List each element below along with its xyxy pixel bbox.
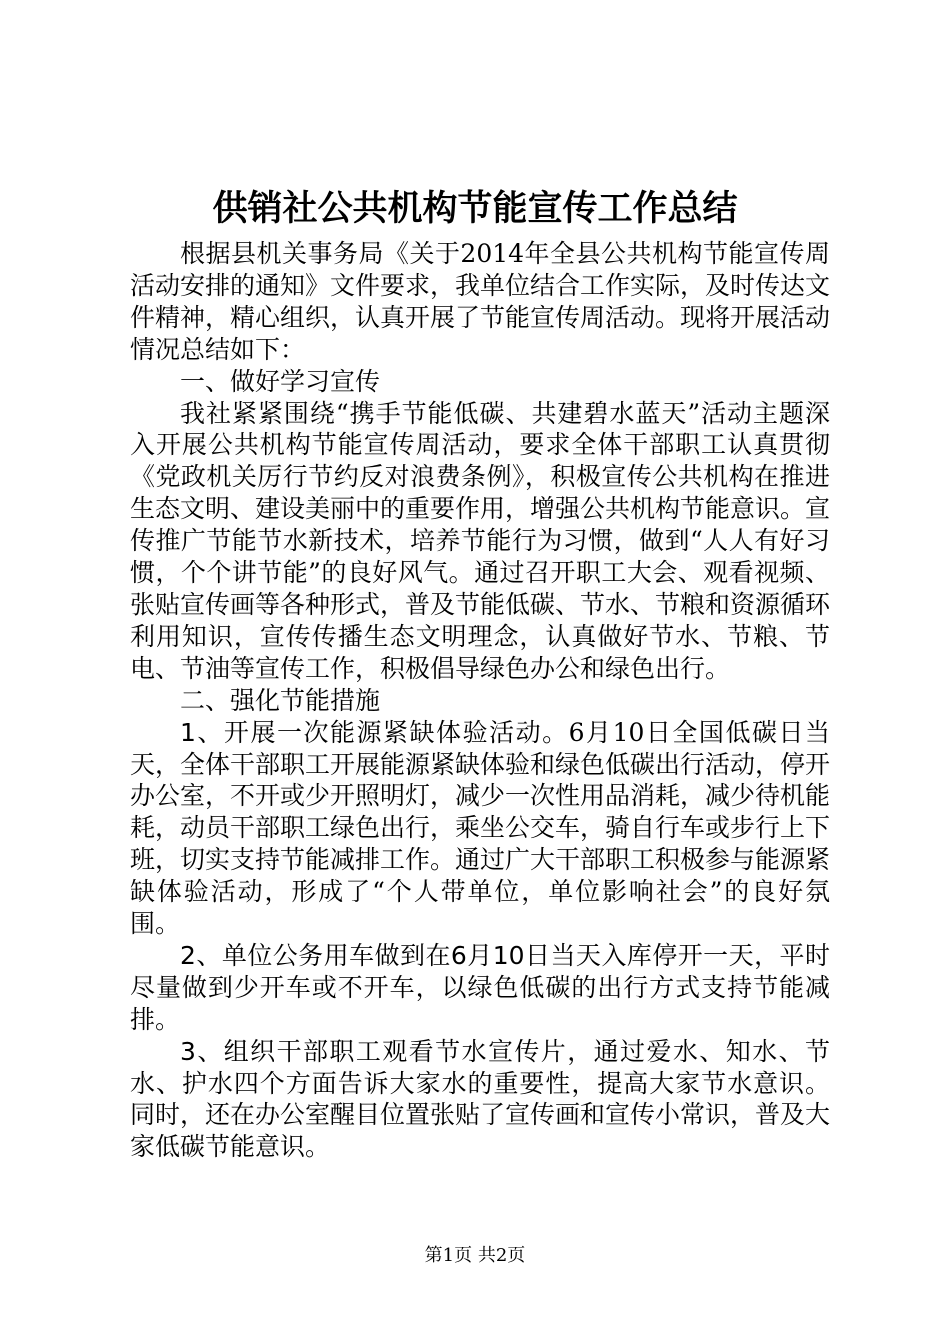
item-1-lead: 1、开展一次能源紧缺体验活动。	[180, 717, 569, 747]
section-2-heading: 二、强化节能措施	[180, 685, 381, 715]
page-footer: 第1页 共2页	[424, 1245, 526, 1266]
intro-paragraph: 根据县机关事务局《关于2014年全县公共机构节能宣传周活动安排的通知》文件要求，我单位结合工作实际，及时传达文件精神，精心组织，认真开展了节能宣传周活动。现将开展活动情况总结如下：	[130, 239, 831, 364]
item-1-body: 6月10日全国低碳日当天，全体干部职工开展能源紧缺体验和绿色低碳出行活动，停开办公室，不开或少开照明灯，减少一次性用品消耗，减少待机能耗，动员干部职工绿色出行，乘坐公交车，骑自行车或步行上下班，切实支持节能减排工作。通过广大干部职工积极参与能源紧缺体验活动，形成了“个人带单位，单位影响社会”的良好氛围。	[130, 717, 831, 939]
document-title: 供销社公共机构节能宣传工作总结	[212, 188, 738, 229]
item-1-paragraph	[130, 717, 830, 940]
document-body	[130, 238, 830, 1163]
section-1-heading: 一、做好学习宣传	[180, 366, 381, 396]
item-3-lead: 3、组织干部职工观看节水宣传片，通过爱水、知水、节水、护水四个方面告诉大家水的重要性，提高大家节水意识。	[130, 1036, 830, 1098]
section-1-paragraph: 我社紧紧围绕“携手节能低碳、共建碧水蓝天”活动主题深入开展公共机构节能宣传周活动，要求全体干部职工认真贯彻《党政机关厉行节约反对浪费条例》，积极宣传公共机构在推进生态文明、建设美丽中的重要作用，增强公共机构节能意识。宣传推广节能节水新技术，培养节能行为习惯，做到“人人有好习惯，个个讲节能”的良好风气。通过召开职工大会、观看视频、张贴宣传画等各种形式，普及节能低碳、节水、节粮和资源循环利用知识，宣传传播生态文明理念，认真做好节水、节粮、节电、节油等宣传工作，积极倡导绿色办公和绿色出行。	[130, 398, 831, 683]
item-3-paragraph	[130, 1036, 830, 1164]
item-2-paragraph: 2、单位公务用车做到在6月10日当天入库停开一天，平时尽量做到少开车或不开车，以绿色低碳的出行方式支持节能减排。	[130, 940, 830, 1034]
item-3-body: 同时，还在办公室醒目位置张贴了宣传画和宣传小常识，普及大家低碳节能意识。	[130, 1100, 831, 1162]
